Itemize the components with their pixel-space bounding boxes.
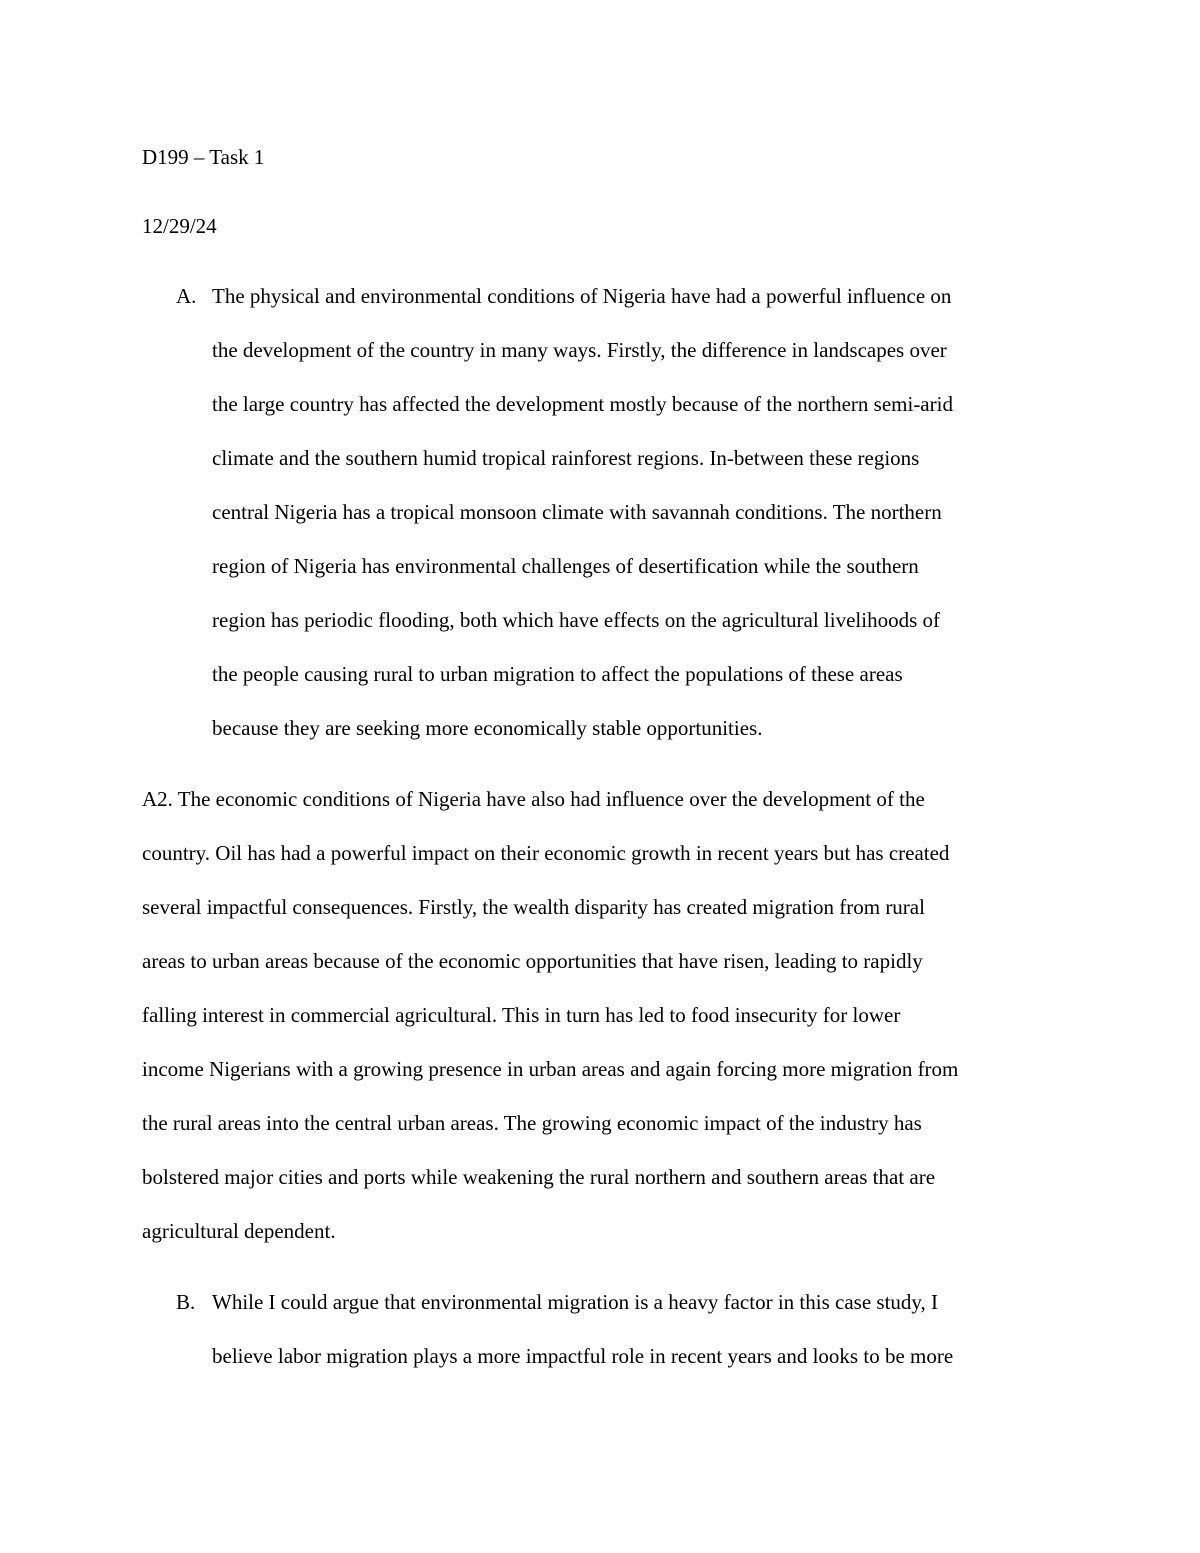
section-a-marker: A. — [176, 284, 197, 308]
section-b-marker: B. — [176, 1290, 196, 1314]
section-a-line: the large country has affected the development mostly because of the northern semi-arid — [212, 392, 953, 416]
section-a-line: the development of the country in many ways. Firstly, the difference in landscapes over — [212, 338, 947, 362]
section-a2-line: country. Oil has had a powerful impact on their economic growth in recent years but has created — [142, 841, 950, 865]
course-task-heading: D199 – Task 1 — [142, 145, 265, 169]
section-b-line: While I could argue that environmental migration is a heavy factor in this case study, I — [212, 1290, 939, 1314]
section-a2-line: several impactful consequences. Firstly, the wealth disparity has created migration from rural — [142, 895, 925, 919]
section-a2-line: agricultural dependent. — [142, 1219, 336, 1243]
section-a-line: region of Nigeria has environmental challenges of desertification while the southern — [212, 554, 919, 578]
section-a-line: region has periodic flooding, both which have effects on the agricultural livelihoods of — [212, 608, 940, 632]
section-a2-line: A2. The economic conditions of Nigeria have also had influence over the development of the — [142, 787, 925, 811]
section-a-line: The physical and environmental conditions of Nigeria have had a powerful influence on — [212, 284, 952, 308]
section-a-line: central Nigeria has a tropical monsoon climate with savannah conditions. The northern — [212, 500, 942, 524]
section-a2-line: areas to urban areas because of the economic opportunities that have risen, leading to rapidly — [142, 949, 923, 973]
section-a2-line: the rural areas into the central urban areas. The growing economic impact of the industry has — [142, 1111, 922, 1135]
section-b-line: believe labor migration plays a more impactful role in recent years and looks to be more — [212, 1344, 954, 1368]
section-a-line: the people causing rural to urban migration to affect the populations of these areas — [212, 662, 903, 686]
section-a2-line: bolstered major cities and ports while weakening the rural northern and southern areas that are — [142, 1165, 936, 1189]
document-date: 12/29/24 — [142, 214, 217, 238]
section-a2-line: income Nigerians with a growing presence in urban areas and again forcing more migration from — [142, 1057, 959, 1081]
section-a-line: climate and the southern humid tropical rainforest regions. In-between these regions — [212, 446, 920, 470]
section-a-line: because they are seeking more economically stable opportunities. — [212, 716, 763, 740]
section-a2-line: falling interest in commercial agricultural. This in turn has led to food insecurity for lower — [142, 1003, 901, 1027]
